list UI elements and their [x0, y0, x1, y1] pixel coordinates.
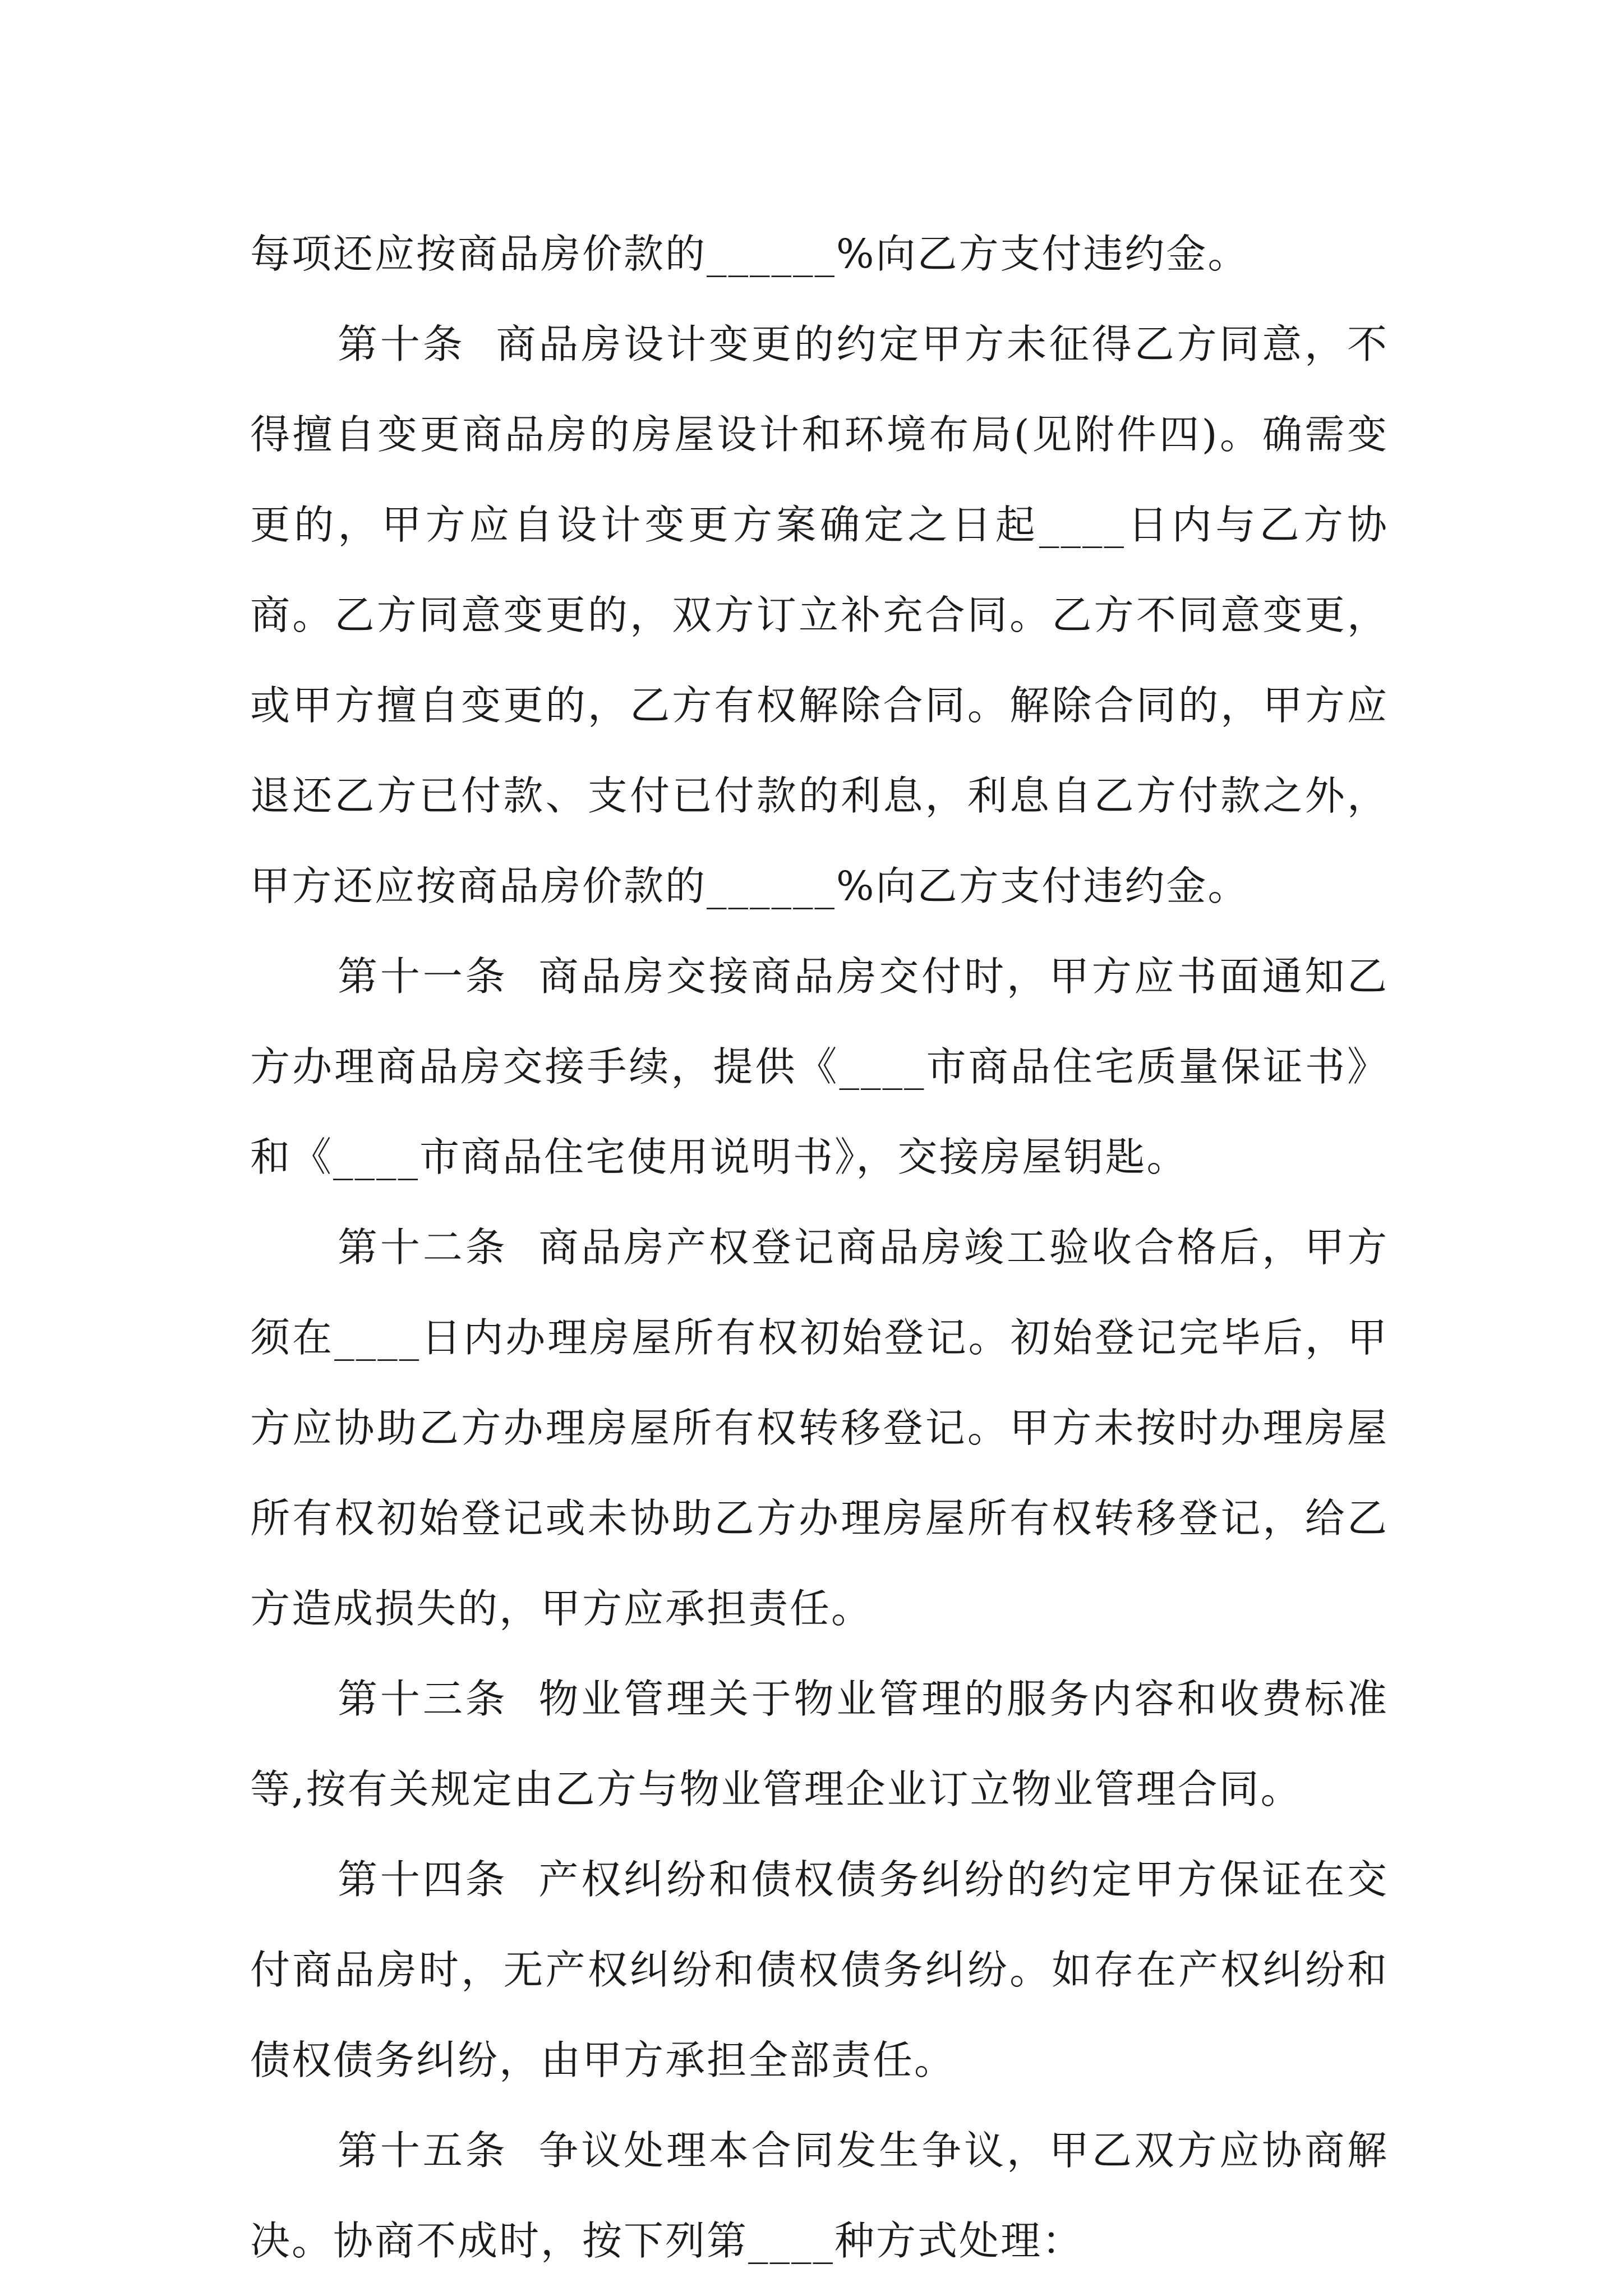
paragraph-article-13: 第十三条 物业管理关于物业管理的服务内容和收费标准等,按有关规定由乙方与物业管理企业订立物业管理合同。	[250, 1676, 1389, 1812]
paragraph-article-15: 第十五条 争议处理本合同发生争议，甲乙双方应协商解决。协商不成时，按下列第____种方式处理：	[250, 2127, 1389, 2264]
paragraph-article-10: 第十条 商品房设计变更的约定甲方未征得乙方同意，不得擅自变更商品房的房屋设计和环境布局(见附件四)。确需变更的，甲方应自设计变更方案确定之日起____日内与乙方协商。乙方同意变更的，双方订立补充合同。乙方不同意变更，或甲方擅自变更的，乙方有权解除合同。解除合同的，甲方应退还乙方已付款、支付已付款的利息，利息自乙方付款之外，甲方还应按商品房价款的______%向乙方支付违约金。	[250, 321, 1389, 909]
paragraph-article-11: 第十一条 商品房交接商品房交付时，甲方应书面通知乙方办理商品房交接手续，提供《____市商品住宅质量保证书》和《____市商品住宅使用说明书》，交接房屋钥匙。	[250, 953, 1389, 1180]
paragraph-article-14: 第十四条 产权纠纷和债权债务纠纷的约定甲方保证在交付商品房时，无产权纠纷和债权债务纠纷。如存在产权纠纷和债权债务纠纷，由甲方承担全部责任。	[250, 1856, 1389, 2083]
paragraph-article-12: 第十二条 商品房产权登记商品房竣工验收合格后，甲方须在____日内办理房屋所有权初始登记。初始登记完毕后，甲方应协助乙方办理房屋所有权转移登记。甲方未按时办理房屋所有权初始登记或未协助乙方办理房屋所有权转移登记，给乙方造成损失的，甲方应承担责任。	[250, 1224, 1389, 1632]
document-body	[250, 209, 1389, 2286]
paragraph-continuation: 每项还应按商品房价款的______%向乙方支付违约金。	[250, 231, 1249, 277]
